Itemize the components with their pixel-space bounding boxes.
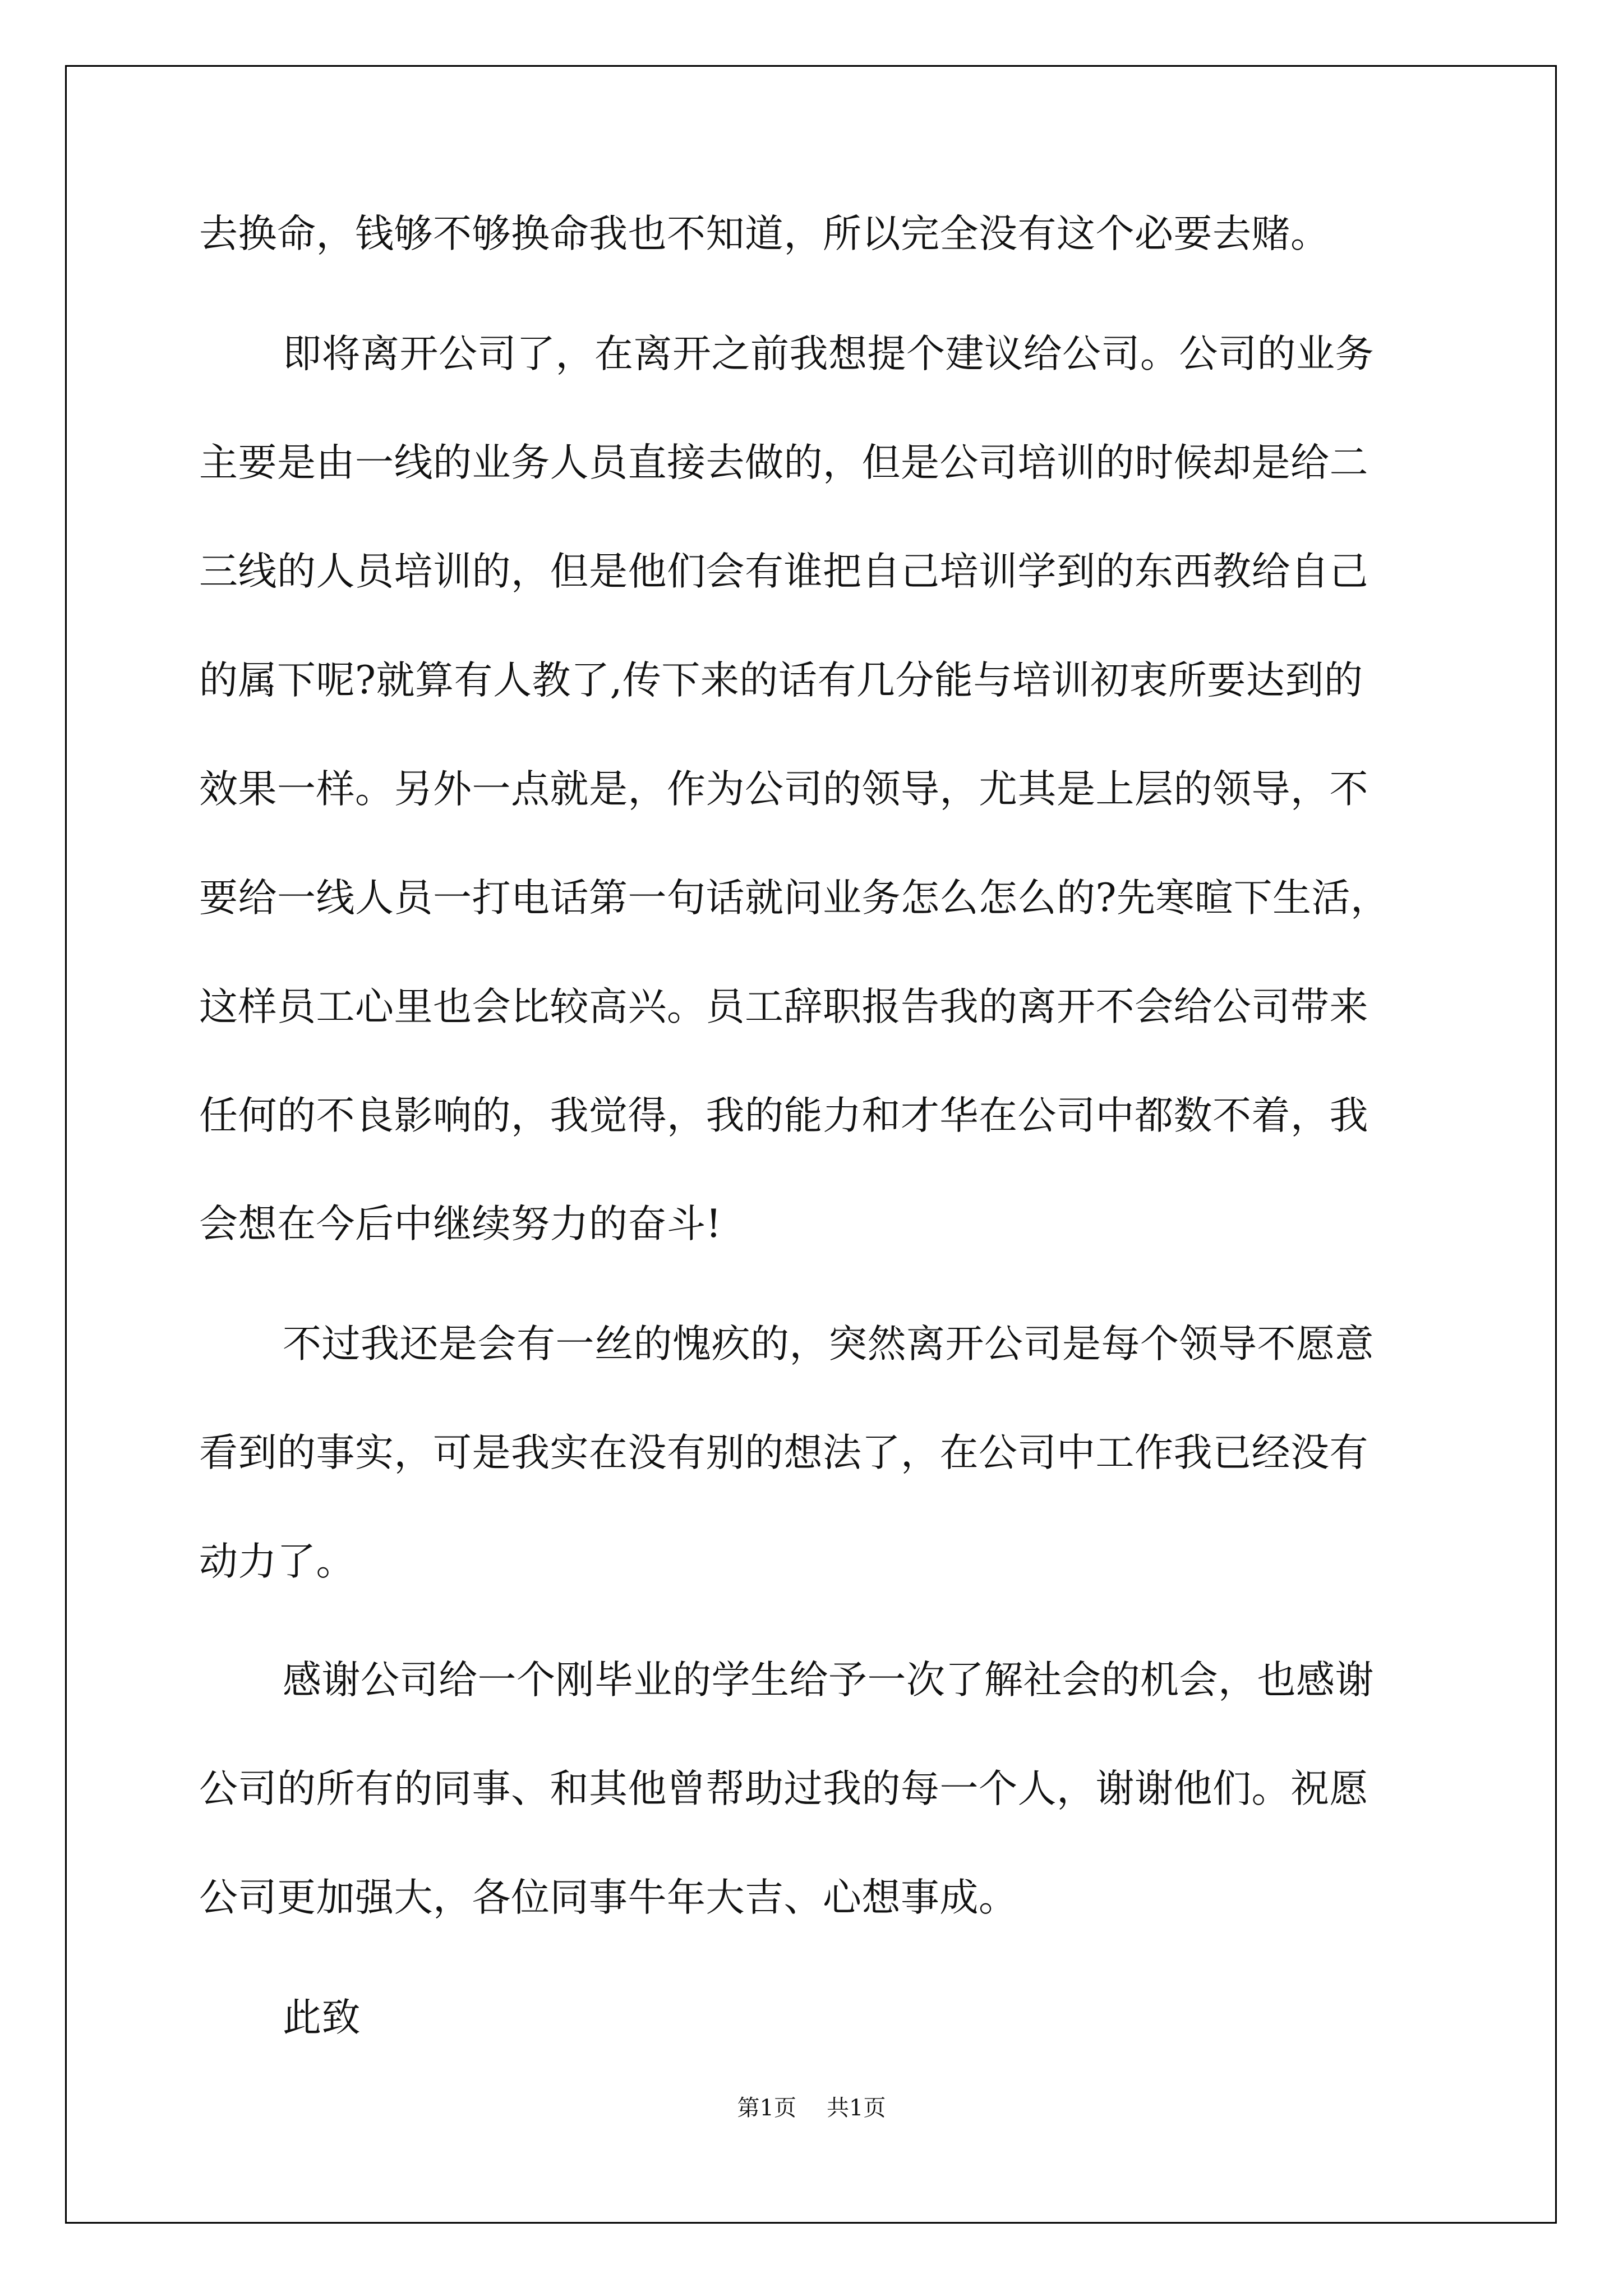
body-line: 去换命，钱够不够换命我也不知道，所以完全没有这个必要去赌。 xyxy=(199,211,1330,256)
body-line: 动力了。 xyxy=(199,1539,355,1584)
page-total: 共1页 xyxy=(827,2095,886,2121)
body-line: 三线的人员培训的，但是他们会有谁把自己培训学到的东西教给自己 xyxy=(199,549,1368,594)
page-footer xyxy=(0,2094,1623,2122)
paragraph-first-line: 不过我还是会有一丝的愧疚的，突然离开公司是每个领导不愿意 xyxy=(283,1322,1374,1366)
body-line: 要给一线人员一打电话第一句话就问业务怎么怎么的?先寒暄下生活， xyxy=(199,876,1390,921)
paragraph-first-line: 感谢公司给一个刚毕业的学生给予一次了解社会的机会，也感谢 xyxy=(283,1658,1374,1703)
body-line: 看到的事实，可是我实在没有别的想法了，在公司中工作我已经没有 xyxy=(199,1430,1368,1475)
body-line: 效果一样。另外一点就是，作为公司的领导，尤其是上层的领导，不 xyxy=(199,767,1368,812)
body-line: 这样员工心里也会比较高兴。员工辞职报告我的离开不会给公司带来 xyxy=(199,984,1368,1029)
body-line: 任何的不良影响的，我觉得，我的能力和才华在公司中都数不着，我 xyxy=(199,1093,1368,1138)
page-number: 第1页 xyxy=(737,2095,796,2121)
paragraph-first-line: 即将离开公司了，在离开之前我想提个建议给公司。公司的业务 xyxy=(283,332,1374,376)
body-line: 会想在今后中继续努力的奋斗! xyxy=(199,1202,722,1246)
body-line: 公司更加强大，各位同事牛年大吉、心想事成。 xyxy=(199,1875,1018,1920)
body-line: 公司的所有的同事、和其他曾帮助过我的每一个人，谢谢他们。祝愿 xyxy=(199,1766,1368,1811)
closing-salutation: 此致 xyxy=(283,1995,361,2040)
body-line: 的属下呢?就算有人教了,传下来的话有几分能与培训初衷所要达到的 xyxy=(199,658,1363,703)
body-line: 主要是由一线的业务人员直接去做的，但是公司培训的时候却是给二 xyxy=(199,440,1368,485)
